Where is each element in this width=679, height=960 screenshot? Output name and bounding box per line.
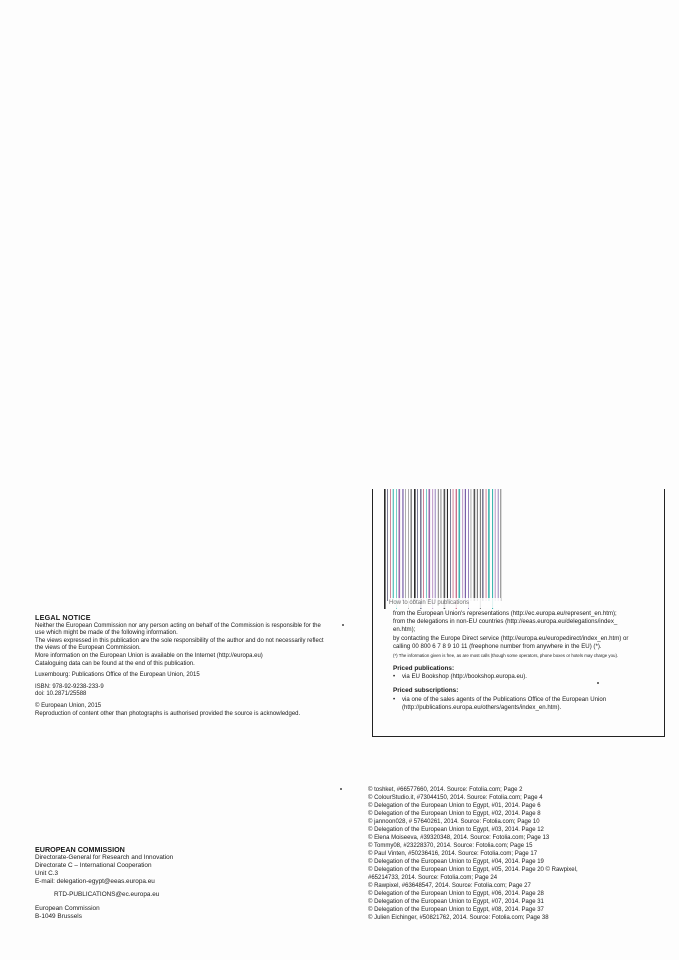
- credit-line: © Delegation of the European Union to Egypt, #03, 2014. Page 12: [368, 827, 544, 833]
- credit-line: © Delegation of the European Union to Egypt, #08, 2014. Page 37: [368, 907, 544, 913]
- address-line: B-1049 Brussels: [35, 912, 82, 920]
- credit-line: © Delegation of the European Union to Egypt, #04, 2014. Page 19: [368, 859, 544, 865]
- barcode-stripe: [474, 489, 476, 601]
- scan-artifact-bars: [383, 489, 505, 609]
- barcode-stripe: [393, 489, 394, 601]
- credit-line: © Delegation of the European Union to Egypt, #05, 2014. Page 20 © Rawpixel,: [368, 867, 578, 873]
- legal-notice-para: Neither the European Commission nor any person acting on behalf of the Commission is responsible for the use which might be made of the following information.: [35, 622, 321, 637]
- barcode-stripe: [500, 489, 501, 601]
- barcode-stripe: [432, 489, 433, 609]
- credit-line: © Delegation of the European Union to Egypt, #06, 2014. Page 28: [368, 891, 544, 897]
- legal-notice-heading: LEGAL NOTICE: [35, 613, 91, 622]
- email-line: E-mail: delegation-egypt@eeas.europa.eu: [35, 878, 155, 886]
- scan-speck: [340, 788, 342, 790]
- credit-line: © toshket, #66577660, 2014. Source: Fotolia.com; Page 2: [368, 787, 523, 793]
- barcode-stripe: [399, 489, 401, 601]
- barcode-stripe: [465, 489, 466, 601]
- commission-heading: EUROPEAN COMMISSION: [35, 845, 125, 854]
- barcode-stripe: [411, 489, 412, 601]
- box-line: by contacting the Europe Direct service (http://europa.eu/europedirect/index_en.htm) or: [393, 634, 629, 642]
- barcode-stripes: [383, 489, 505, 609]
- barcode-stripe: [396, 489, 397, 609]
- barcode-stripe: [438, 489, 439, 601]
- isbn-line: ISBN: 978-92-9238-233-9: [35, 683, 104, 690]
- legal-notice: [35, 614, 325, 718]
- credit-line: © Delegation of the European Union to Egypt, #07, 2014. Page 31: [368, 899, 544, 905]
- obscured-caption: How to obtain EU publications: [389, 598, 501, 608]
- barcode-stripe: [408, 489, 409, 609]
- barcode-stripe: [435, 489, 436, 601]
- photo-credits: [368, 786, 623, 922]
- box-line: from the delegations in non-EU countries (http://eeas.europa.eu/delegations/index_: [393, 618, 618, 626]
- barcode-stripe: [402, 489, 403, 601]
- barcode-stripe: [453, 489, 454, 601]
- barcode-stripe: [495, 489, 496, 601]
- barcode-stripe: [444, 489, 446, 609]
- copyright-line: © European Union, 2015: [35, 702, 102, 709]
- address-line: European Commission: [35, 904, 100, 912]
- box-line: en.htm);: [393, 626, 416, 634]
- email-line: RTD-PUBLICATIONS@ec.europa.eu: [54, 891, 160, 899]
- commission-address: [35, 846, 295, 921]
- barcode-stripe: [480, 489, 481, 609]
- bullet-item: [393, 673, 661, 681]
- legal-notice-para: The views expressed in this publication are the sole responsibility of the author and do not necessarily reflect the views of the European Commission.: [35, 637, 324, 652]
- credit-line: © jannoon028, # 57640261, 2014. Source: Fotolia.com; Page 10: [368, 819, 540, 825]
- barcode-stripe: [414, 489, 416, 601]
- credit-line: © Delegation of the European Union to Egypt, #01, 2014. Page 6: [368, 803, 541, 809]
- barcode-stripe: [447, 489, 448, 601]
- bullet-icon: •: [393, 695, 396, 703]
- doi-line: doi: 10.2871/25588: [35, 691, 87, 698]
- address-line: Directorate C – International Cooperation: [35, 862, 152, 870]
- barcode-stripe: [488, 489, 490, 601]
- box-line: from the European Union's representations (http://ec.europa.eu/represent_en.htm);: [393, 610, 617, 617]
- credit-line: © Paul Vinten, #50236416, 2014. Source: Fotolia.com; Page 17: [368, 851, 538, 857]
- bullet-continuation: (http://publications.europa.eu/others/agents/index_en.htm).: [402, 703, 562, 711]
- barcode-stripe: [477, 489, 478, 601]
- barcode-stripe: [459, 489, 461, 601]
- bullet-icon: •: [393, 673, 396, 681]
- barcode-stripe: [468, 489, 469, 609]
- credit-line: © Rawpixel, #63648547, 2014. Source: Fotolia.com; Page 27: [368, 883, 531, 889]
- bullet-text: via EU Bookshop (http://bookshop.europa.eu).: [402, 673, 527, 681]
- scan-speck: [597, 682, 599, 684]
- credit-line: © Tommy08, #23228370, 2014. Source: Fotolia.com; Page 15: [368, 843, 533, 849]
- credit-line: #65214733, 2014. Source: Fotolia.com; Page 24: [368, 875, 498, 881]
- barcode-stripe: [471, 489, 472, 601]
- credit-line: © ColourStudio.it, #73044150, 2014. Source: Fotolia.com; Page 4: [368, 795, 543, 801]
- bullet-item: [393, 696, 661, 704]
- scan-speck: [342, 624, 344, 626]
- barcode-stripe: [462, 489, 463, 601]
- barcode-stripe: [456, 489, 457, 609]
- barcode-stripe: [450, 489, 451, 601]
- barcode-stripe: [492, 489, 493, 609]
- barcode-stripe: [429, 489, 431, 601]
- barcode-stripe: [417, 489, 418, 601]
- credit-line: © Julien Eichinger, #50821762, 2014. Source: Fotolia.com; Page 38: [368, 915, 549, 921]
- priced-publications-heading: Priced publications:: [393, 665, 455, 673]
- publications-text: [393, 610, 661, 712]
- bullet-text: via one of the sales agents of the Publications Office of the European Union: [402, 695, 607, 703]
- address-line: Directorate-General for Research and Innovation: [35, 854, 174, 862]
- barcode-stripe: [482, 489, 483, 601]
- barcode-stripe: [426, 489, 427, 601]
- barcode-stripe: [387, 489, 388, 601]
- reproduction-line: Reproduction of content other than photographs is authorised provided the source is acknowledged.: [35, 710, 301, 717]
- barcode-stripe: [384, 489, 386, 609]
- publisher-line: Luxembourg: Publications Office of the European Union, 2015: [35, 672, 200, 679]
- priced-subscriptions-heading: Priced subscriptions:: [393, 687, 459, 695]
- barcode-stripe: [441, 489, 442, 601]
- barcode-stripe: [420, 489, 421, 609]
- legal-notice-para: More information on the European Union is available on the Internet (http://europa.eu): [35, 652, 263, 659]
- footnote: (*) The information given is free, as are most calls (though some operators, phone boxes or hotels may charge you).: [393, 653, 619, 659]
- barcode-stripe: [498, 489, 499, 601]
- credit-line: © Elena Moiseeva, #39320348, 2014. Source: Fotolia.com; Page 13: [368, 835, 550, 841]
- barcode-stripe: [390, 489, 391, 601]
- barcode-stripe: [405, 489, 406, 601]
- box-line: calling 00 800 6 7 8 9 10 11 (freephone number from anywhere in the EU) (*).: [393, 642, 602, 650]
- publications-box: [372, 489, 665, 737]
- address-line: Unit C.3: [35, 870, 59, 878]
- barcode-stripe: [423, 489, 424, 601]
- legal-notice-para: Cataloguing data can be found at the end of this publication.: [35, 660, 195, 667]
- credit-line: © Delegation of the European Union to Egypt, #02, 2014. Page 8: [368, 811, 541, 817]
- barcode-stripe: [486, 489, 487, 601]
